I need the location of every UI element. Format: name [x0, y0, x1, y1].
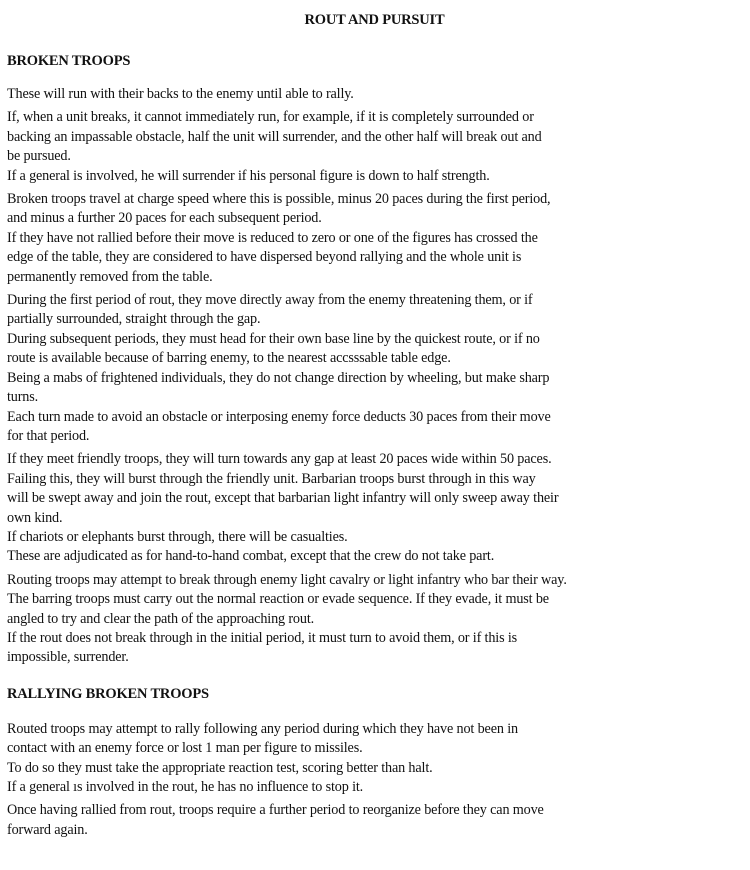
text-line: Broken troops travel at charge speed where this is possible, minus 20 paces during the first period, [7, 191, 551, 208]
text-line: To do so they must take the appropriate reaction test, scoring better than halt. [7, 759, 433, 776]
paragraph [7, 571, 742, 668]
text-line: own kind. [7, 509, 63, 526]
text-line: turns. [7, 389, 39, 406]
text-line: forward again. [7, 821, 88, 838]
text-line: edge of the table, they are considered to have dispersed beyond rallying and the whole unit is [7, 249, 522, 266]
text-line: If, when a unit breaks, it cannot immediately run, for example, if it is completely surrounded or [7, 109, 534, 126]
text-line: permanently removed from the table. [7, 268, 213, 285]
text-line: If chariots or elephants burst through, there will be casualties. [7, 528, 348, 545]
text-line: The barring troops must carry out the normal reaction or evade sequence. If they evade, it must be [7, 591, 549, 608]
text-line: If a general is involved, he will surrender if his personal figure is down to half strength. [7, 167, 490, 184]
text-line: contact with an enemy force or lost 1 man per figure to missiles. [7, 740, 363, 757]
text-line: Being a mabs of frightened individuals, they do not change direction by wheeling, but make sharp [7, 369, 550, 386]
text-line: These are adjudicated as for hand-to-hand combat, except that the crew do not take part. [7, 548, 495, 565]
text-line: Routing troops may attempt to break through enemy light cavalry or light infantry who bar their way. [7, 571, 567, 588]
text-line: and minus a further 20 paces for each subsequent period. [7, 210, 322, 227]
text-line: will be swept away and join the rout, except that barbarian light infantry will only sweep away their [7, 490, 559, 507]
text-line: be pursued. [7, 148, 71, 165]
text-line: Failing this, they will burst through the friendly unit. Barbarian troops burst through in this way [7, 470, 536, 487]
text-line: If a general ıs involved in the rout, he has no influence to stop it. [7, 779, 364, 795]
page-title: ROUT AND PURSUIT [304, 12, 445, 28]
text-line: If they have not rallied before their move is reduced to zero or one of the figures has crossed the [7, 229, 538, 246]
text-line: partially surrounded, straight through the gap. [7, 311, 261, 328]
text-line: impossible, surrender. [7, 649, 129, 666]
text-line: Each turn made to avoid an obstacle or interposing enemy force deducts 30 paces from their move [7, 408, 551, 425]
section-heading: BROKEN TROOPS [7, 53, 131, 69]
text-line: angled to try and clear the path of the approaching rout. [7, 610, 315, 627]
paragraph [7, 190, 742, 287]
section-heading: RALLYING BROKEN TROOPS [7, 685, 209, 702]
document-body [7, 53, 742, 840]
text-line: These will run with their backs to the enemy until able to rally. [7, 86, 354, 102]
text-line: During subsequent periods, they must head for their own base line by the quickest route, or if no [7, 330, 540, 347]
text-line: Routed troops may attempt to rally following any period during which they have not been in [7, 720, 518, 737]
paragraph [7, 450, 742, 566]
paragraph [7, 801, 742, 840]
text-line: for that period. [7, 427, 90, 444]
section [7, 686, 742, 840]
paragraph [7, 720, 742, 798]
section [7, 53, 742, 668]
text-line: If they meet friendly troops, they will turn towards any gap at least 20 paces wide within 50 paces. [7, 451, 552, 468]
paragraph [7, 85, 742, 104]
text-line: If the rout does not break through in the initial period, it must turn to avoid them, or if this is [7, 629, 518, 646]
paragraph [7, 291, 742, 446]
text-line: backing an impassable obstacle, half the unit will surrender, and the other half will break out and [7, 128, 542, 145]
text-line: route is available because of barring enemy, to the nearest accsssable table edge. [7, 350, 451, 367]
text-line: Once having rallied from rout, troops require a further period to reorganize before they can move [7, 802, 544, 819]
paragraph [7, 108, 742, 186]
text-line: During the first period of rout, they move directly away from the enemy threatening them, or if [7, 292, 533, 309]
